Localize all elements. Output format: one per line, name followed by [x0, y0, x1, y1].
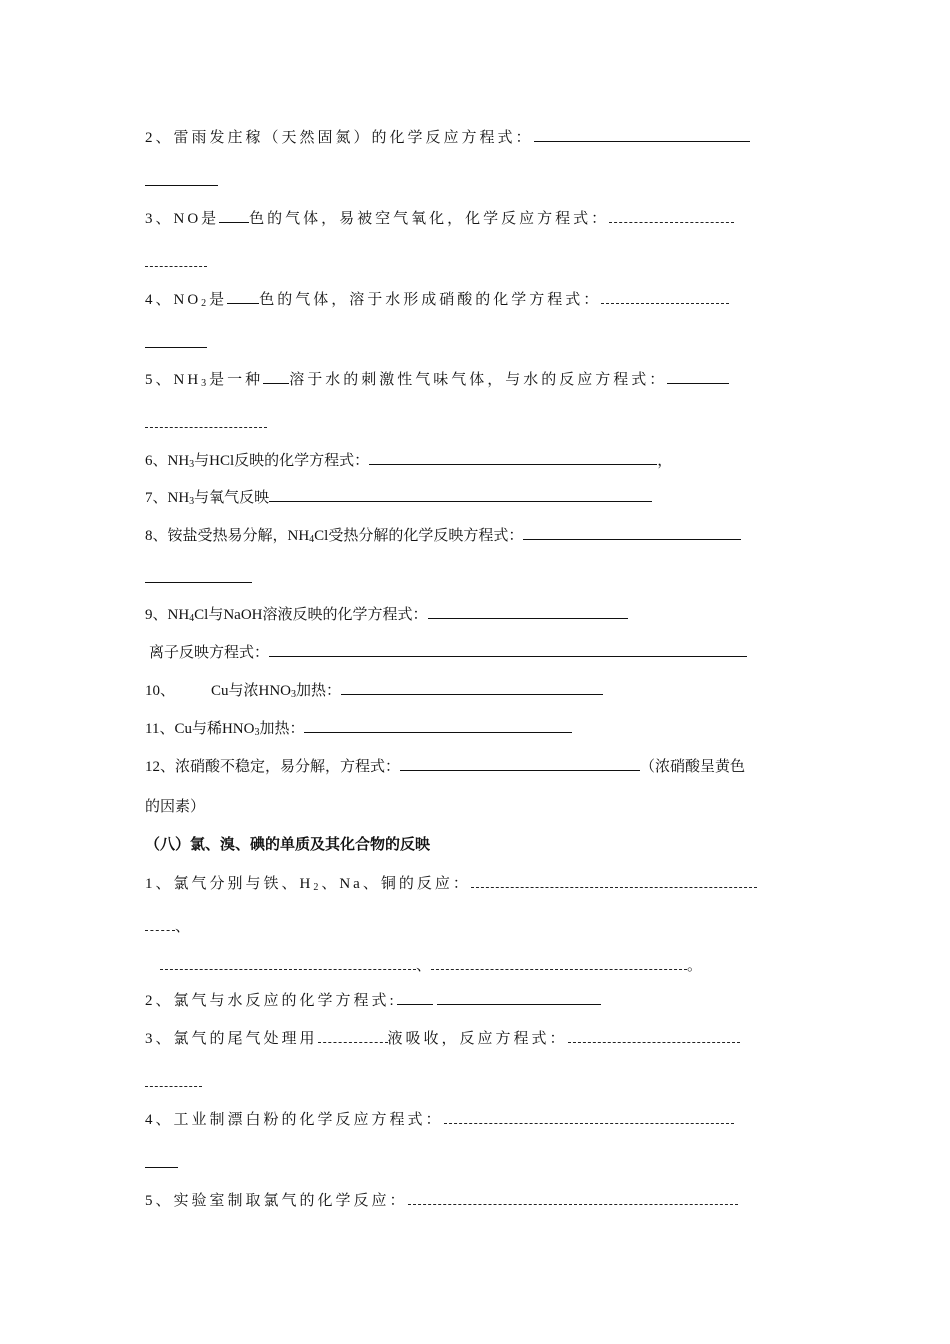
answer-blank[interactable] [437, 990, 601, 1005]
answer-blank[interactable] [160, 955, 416, 970]
chlorine-item-1-line2: 、 。 [160, 955, 702, 976]
chlorine-item-1: 1、氯气分别与铁、$H_2$、Na、铜的反应： [145, 873, 757, 898]
answer-blank[interactable] [408, 1190, 738, 1205]
item-8: 8、铵盐受热易分解，$NH_4Cl$受热分解的化学反映方程式： [145, 525, 741, 550]
item-3-continuation [145, 252, 207, 273]
item-9-ionic: 离子反映方程式： [149, 642, 747, 663]
answer-blank[interactable] [269, 487, 652, 502]
answer-blank[interactable] [609, 208, 734, 223]
color-blank[interactable] [219, 208, 249, 223]
chlorine-item-3-continuation [145, 1072, 202, 1093]
answer-blank[interactable] [145, 568, 252, 583]
answer-blank[interactable] [145, 413, 267, 428]
answer-blank[interactable] [523, 525, 741, 540]
item-12: 12、浓硝酸不稳定，易分解，方程式： （浓硝酸呈黄色 [145, 756, 745, 777]
answer-blank[interactable] [269, 642, 747, 657]
answer-blank[interactable] [534, 127, 750, 142]
answer-blank[interactable] [145, 1153, 178, 1168]
item-4-continuation [145, 333, 207, 354]
solution-blank[interactable] [318, 1028, 388, 1043]
section-heading: （八）氯、溴、碘的单质及其化合物的反映 [145, 837, 431, 853]
item-2: 2、雷雨发庄稼（天然固氮）的化学反应方程式： [145, 127, 750, 148]
item-3: 3、NO是 色的气体，易被空气氧化，化学反应方程式： [145, 208, 734, 229]
answer-blank[interactable] [667, 369, 729, 384]
answer-blank[interactable] [369, 450, 657, 465]
chlorine-item-2: 2、氯气与水反应的化学方程式: [145, 990, 601, 1011]
answer-blank[interactable] [568, 1028, 740, 1043]
item-6: 6、$NH_3$与HCl反映的化学方程式： ， [145, 450, 672, 475]
item-8-continuation [145, 568, 252, 589]
answer-blank[interactable] [444, 1109, 734, 1124]
answer-blank[interactable] [428, 604, 628, 619]
item-10: 10、 Cu与浓$HNO_3$加热： [145, 680, 603, 705]
item-9: 9、$NH_4Cl$与NaOH溶液反映的化学方程式： [145, 604, 628, 629]
answer-blank[interactable] [145, 916, 175, 931]
answer-blank[interactable] [145, 252, 207, 267]
answer-blank[interactable] [431, 955, 687, 970]
answer-blank[interactable] [145, 171, 218, 186]
chlorine-item-5: 5、实验室制取氯气的化学反应： [145, 1190, 738, 1211]
chlorine-item-4-continuation [145, 1153, 178, 1174]
item-2-continuation [145, 171, 218, 192]
color-blank[interactable] [227, 289, 259, 304]
answer-blank[interactable] [397, 990, 433, 1005]
item-12-continuation: 的因素） [145, 799, 206, 815]
item-4: 4、$NO_2$是 色的气体，溶于水形成硝酸的化学方程式： [145, 289, 729, 314]
chlorine-item-4: 4、工业制漂白粉的化学反应方程式： [145, 1109, 734, 1130]
answer-blank[interactable] [341, 680, 603, 695]
solubility-blank[interactable] [263, 369, 289, 384]
answer-blank[interactable] [471, 873, 757, 888]
item-5: 5、$NH_3$是一种 溶于水的刺激性气味气体，与水的反应方程式： [145, 369, 729, 394]
answer-blank[interactable] [601, 289, 729, 304]
answer-blank[interactable] [145, 1072, 202, 1087]
item-5-continuation [145, 413, 267, 434]
answer-blank[interactable] [400, 756, 640, 771]
item-11: 11、Cu与稀$HNO_3$加热： [145, 718, 572, 743]
answer-blank[interactable] [304, 718, 572, 733]
answer-blank[interactable] [145, 333, 207, 348]
item-7: 7、$NH_3$与氧气反映 [145, 487, 652, 512]
chlorine-item-3: 3、氯气的尾气处理用 液吸收，反应方程式： [145, 1028, 740, 1049]
chlorine-item-1-continuation: 、 [145, 916, 190, 937]
